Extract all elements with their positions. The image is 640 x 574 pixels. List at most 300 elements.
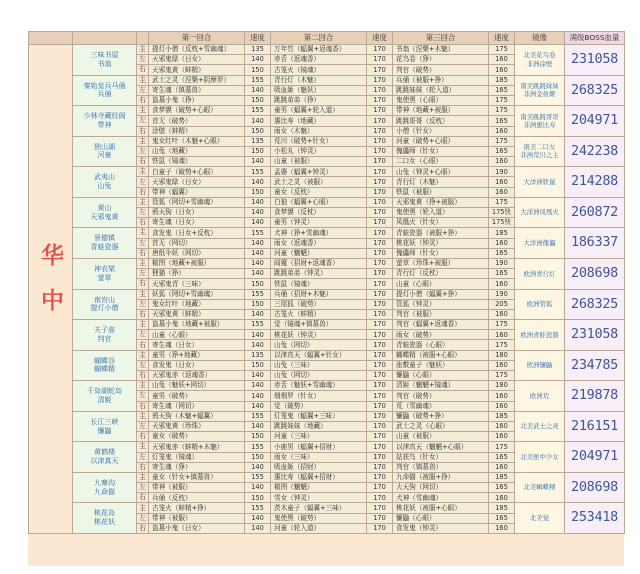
mirror-cell: 北美蝎蝶精 xyxy=(515,472,565,503)
round2-cell: 以津真天（蝠翼+针女） xyxy=(271,350,367,360)
round1-cell: 寄生魂（镇墓兽） xyxy=(149,85,245,95)
round1-cell: 提灯小僧（反枕+雪幽魂） xyxy=(149,45,245,55)
speed1-cell: 140 xyxy=(245,513,271,523)
header-mirror: 镜像 xyxy=(515,32,565,45)
round3-cell: 犬神（雪幽魂） xyxy=(393,493,489,503)
boss-hp-cell: 216151 xyxy=(565,411,625,442)
round2-cell: 觉（镜魂+镇墓兽） xyxy=(271,320,367,330)
round3-cell: 傀儡师（针女） xyxy=(393,248,489,258)
round3-cell: 镰鼬（心眼） xyxy=(393,371,489,381)
position-cell: 右 xyxy=(137,126,149,136)
speed3-cell: 185 xyxy=(489,228,515,238)
mirror-cell: 大洋洲傀儡 xyxy=(515,228,565,259)
speed2-cell: 170 xyxy=(367,116,393,126)
speed3-cell: 165 xyxy=(489,269,515,279)
round2-cell: 古笼火（镜魂） xyxy=(271,65,367,75)
speed1-cell: 140 xyxy=(245,85,271,95)
speed1-cell: 150 xyxy=(245,146,271,156)
speed2-cell: 170 xyxy=(367,208,393,218)
speed3-cell: 160 xyxy=(489,279,515,289)
speed1-cell: 140 xyxy=(245,208,271,218)
speed1-cell: 150 xyxy=(245,95,271,105)
round3-cell: 萤草（珍珠+被服） xyxy=(393,258,489,268)
speed3-cell: 175 xyxy=(489,371,515,381)
round1-cell: 童女（破势） xyxy=(149,432,245,442)
speed3-cell: 165 xyxy=(489,483,515,493)
speed1-cell: 140 xyxy=(245,391,271,401)
position-cell: 右 xyxy=(137,432,149,442)
position-cell: 左 xyxy=(137,421,149,431)
speed3-cell: 175 xyxy=(489,197,515,207)
round1-cell: 灯笼鬼（镜魂） xyxy=(149,452,245,462)
speed3-cell: 160 xyxy=(489,493,515,503)
position-cell: 右 xyxy=(137,371,149,381)
position-cell: 主 xyxy=(137,350,149,360)
round2-cell: 灯笼鬼（蝠翼+三味） xyxy=(271,411,367,421)
speed2-cell: 170 xyxy=(367,462,393,472)
position-cell: 主 xyxy=(137,320,149,330)
speed2-cell: 170 xyxy=(367,452,393,462)
speed1-cell: 150 xyxy=(245,360,271,370)
table-row xyxy=(29,136,625,146)
round3-cell: 姑获鸟（针女） xyxy=(393,452,489,462)
speed3-cell: 160 xyxy=(489,187,515,197)
mirror-cell: 欧洲青行灯 xyxy=(515,258,565,289)
round1-cell: 鬼女红叶（木魅+心眼） xyxy=(149,136,245,146)
round3-cell: 判官（破势） xyxy=(393,65,489,75)
location-cell: 少林寺藏经阁 带神 xyxy=(73,106,137,137)
round1-cell: 食梦貘（破势+心眼） xyxy=(149,106,245,116)
position-cell: 右 xyxy=(137,248,149,258)
round1-cell: 带神（被服） xyxy=(149,483,245,493)
round1-cell: 食发鬼（日女+反枕） xyxy=(149,228,245,238)
round2-cell: 山童（被服） xyxy=(271,157,367,167)
speed2-cell: 170 xyxy=(367,45,393,55)
speed3-cell: 160 xyxy=(489,523,515,533)
round2-cell: 赤舌（返魂香） xyxy=(271,55,367,65)
speed2-cell: 170 xyxy=(367,269,393,279)
round2-cell: 青行灯（木魅） xyxy=(271,75,367,85)
round1-cell: 山童（心眼） xyxy=(149,330,245,340)
speed2-cell: 170 xyxy=(367,95,393,105)
mirror-cell: 欧洲青蛙瓷器 xyxy=(515,320,565,351)
speed2-cell: 170 xyxy=(367,248,393,258)
round2-cell: 童男（蝠翼+轮入道） xyxy=(271,106,367,116)
position-cell: 左 xyxy=(137,116,149,126)
round3-cell: 镰鼬（破势+狰） xyxy=(393,411,489,421)
speed3-cell: 175 xyxy=(489,95,515,105)
position-cell: 主 xyxy=(137,45,149,55)
round2-cell: 惠比寿（蝠翼+招财） xyxy=(271,472,367,482)
table-row xyxy=(29,106,625,116)
speed3-cell: 190 xyxy=(489,258,515,268)
round1-cell: 首无（网切） xyxy=(149,238,245,248)
round1-cell: 童男（破势） xyxy=(149,391,245,401)
speed3-cell: 175 xyxy=(489,340,515,350)
location-cell: 桃花岛 桃花妖 xyxy=(73,503,137,534)
round2-cell: 跳跳妹妹（地藏） xyxy=(271,421,367,431)
mirror-cell: 大洋洲铁鼠 xyxy=(515,167,565,198)
round3-cell: 跳跳妹妹（轮入道） xyxy=(393,85,489,95)
speed1-cell: 140 xyxy=(245,462,271,472)
table-row xyxy=(29,472,625,482)
region-label: 华中 xyxy=(37,243,64,334)
round2-cell: 雨女（木魅） xyxy=(271,126,367,136)
position-cell: 主 xyxy=(137,228,149,238)
round3-cell: 凤凰火（针女） xyxy=(393,218,489,228)
speed2-cell: 170 xyxy=(367,218,393,228)
mirror-cell: 南美跳跳哥哥 非洲惠比寿 xyxy=(515,106,565,137)
position-cell: 主 xyxy=(137,75,149,85)
mirror-cell: 南美二口女 非洲荒川之主 xyxy=(515,136,565,167)
mirror-cell: 北美觉 xyxy=(515,503,565,534)
speed1-cell: 140 xyxy=(245,483,271,493)
round3-cell: 青行灯（木魅） xyxy=(393,177,489,187)
round3-cell: 判官（蝠翼+返魂香） xyxy=(393,320,489,330)
header-speed3: 速度 xyxy=(489,32,515,45)
speed2-cell: 170 xyxy=(367,320,393,330)
speed1-cell: 140 xyxy=(245,401,271,411)
round1-cell: 天邪鬼赤（蚌精+木魅） xyxy=(149,442,245,452)
round1-cell: 首无（破势） xyxy=(149,116,245,126)
round2-cell: 跳跳弟弟（狰） xyxy=(271,95,367,105)
round3-cell: 铁鼠（被服） xyxy=(393,187,489,197)
mirror-cell: 大洋洲凤凰火 xyxy=(515,197,565,228)
speed1-cell: 155 xyxy=(245,472,271,482)
round2-cell: 觉（破势） xyxy=(271,401,367,411)
round1-cell: 管狐（网切+雪幽魂） xyxy=(149,197,245,207)
table-row xyxy=(29,503,625,513)
speed2-cell: 170 xyxy=(367,228,393,238)
round1-cell: 童女（针女+镇墓兽） xyxy=(149,472,245,482)
speed2-cell: 170 xyxy=(367,513,393,523)
speed1-cell: 140 xyxy=(245,523,271,533)
round3-cell: 桃花妖（被服+心眼） xyxy=(393,503,489,513)
speed1-cell: 140 xyxy=(245,309,271,319)
round3-cell: 荒（雪幽魂） xyxy=(393,401,489,411)
round3-cell: 山童（心眼） xyxy=(393,279,489,289)
round2-cell: 山兔（三味） xyxy=(271,360,367,370)
speed3-cell: 180 xyxy=(489,350,515,360)
speed2-cell: 170 xyxy=(367,75,393,85)
speed2-cell: 170 xyxy=(367,238,393,248)
round1-cell: 武士之灵（涅槃+阴摩罗） xyxy=(149,75,245,85)
table-row xyxy=(29,228,625,238)
location-cell: 南宫山 提灯小僧 xyxy=(73,289,137,320)
speed1-cell: 140 xyxy=(245,157,271,167)
round1-cell: 天邪鬼黄（蚌精） xyxy=(149,309,245,319)
round3-cell: 座敷童子（魅妖） xyxy=(393,360,489,370)
position-cell: 左 xyxy=(137,238,149,248)
round2-cell: 雨女（三味） xyxy=(271,452,367,462)
speed3-cell: 185 xyxy=(489,472,515,482)
speed2-cell: 170 xyxy=(367,401,393,411)
round3-cell: 鬼使黑（心眼） xyxy=(393,95,489,105)
position-cell: 左 xyxy=(137,330,149,340)
round2-cell: 桃花妖（钟灵） xyxy=(271,330,367,340)
location-cell: 黄山 天邪鬼黄 xyxy=(73,197,137,228)
speed1-cell: 150 xyxy=(245,299,271,309)
round2-cell: 河童（三味） xyxy=(271,432,367,442)
header-round3: 第三回合 xyxy=(393,32,489,45)
round2-cell: 雨女（返魂香） xyxy=(271,238,367,248)
speed3-cell: 160 xyxy=(489,65,515,75)
round1-cell: 天邪鬼绿（日女） xyxy=(149,177,245,187)
round1-cell: 食发鬼（日女） xyxy=(149,360,245,370)
position-cell: 左 xyxy=(137,177,149,187)
round2-cell: 吸血姬（魅妖） xyxy=(271,85,367,95)
speed1-cell: 140 xyxy=(245,55,271,65)
speed2-cell: 170 xyxy=(367,350,393,360)
round1-cell: 天邪鬼黄（珍珠） xyxy=(149,421,245,431)
boss-hp-cell: 234785 xyxy=(565,350,625,381)
speed2-cell: 170 xyxy=(367,157,393,167)
position-cell: 主 xyxy=(137,289,149,299)
speed2-cell: 170 xyxy=(367,493,393,503)
speed1-cell: 155 xyxy=(245,320,271,330)
speed3-cell: 165 xyxy=(489,116,515,126)
speed2-cell: 170 xyxy=(367,197,393,207)
speed1-cell: 140 xyxy=(245,197,271,207)
speed3-cell: 175 xyxy=(489,45,515,55)
speed1-cell: 155 xyxy=(245,75,271,85)
speed2-cell: 170 xyxy=(367,432,393,442)
location-cell: 景德镇 青蛙瓷器 xyxy=(73,228,137,259)
round1-cell: 带神（被服） xyxy=(149,513,245,523)
speed3-cell: 190 xyxy=(489,167,515,177)
speed3-cell: 185 xyxy=(489,411,515,421)
round3-cell: 判官（被服） xyxy=(393,309,489,319)
boss-hp-cell: 268325 xyxy=(565,289,625,320)
speed3-cell: 185 xyxy=(489,75,515,85)
round3-cell: 二口女（心眼） xyxy=(393,157,489,167)
location-cell: 独山湖 河童 xyxy=(73,136,137,167)
speed3-cell: 175快 xyxy=(489,208,515,218)
round3-cell: 食发鬼（钟灵） xyxy=(393,523,489,533)
round3-cell: 雨女（破势） xyxy=(393,330,489,340)
position-cell: 左 xyxy=(137,360,149,370)
speed3-cell: 160 xyxy=(489,238,515,248)
speed3-cell: 160 xyxy=(489,421,515,431)
location-cell: 长江三峡 镰鼬 xyxy=(73,411,137,442)
boss-hp-cell: 219878 xyxy=(565,381,625,412)
position-cell: 左 xyxy=(137,55,149,65)
boss-hp-cell: 186337 xyxy=(565,228,625,259)
speed3-cell: 175 xyxy=(489,136,515,146)
round1-cell: 寄生魂（网切） xyxy=(149,401,245,411)
header-round2: 第二回合 xyxy=(271,32,367,45)
speed3-cell: 175快 xyxy=(489,218,515,228)
speed2-cell: 170 xyxy=(367,360,393,370)
boss-hp-cell: 268325 xyxy=(565,75,625,106)
round3-cell: 清姬（魍魉+镜魂） xyxy=(393,381,489,391)
round1-cell: 带神（蝠翼） xyxy=(149,187,245,197)
speed2-cell: 170 xyxy=(367,258,393,268)
round2-cell: 山兔（网切） xyxy=(271,340,367,350)
header-boss-hp: 满级BOSS血量 xyxy=(565,32,625,45)
speed2-cell: 170 xyxy=(367,126,393,136)
speed2-cell: 170 xyxy=(367,309,393,319)
position-cell: 主 xyxy=(137,503,149,513)
round3-cell: 青蛙瓷器（心眼） xyxy=(393,340,489,350)
header-speed2: 速度 xyxy=(367,32,393,45)
round3-cell: 九命猫（被服+狰） xyxy=(393,472,489,482)
round2-cell: 河童（轮入道） xyxy=(271,523,367,533)
header-pos xyxy=(137,32,149,45)
round3-cell: 小僧（针女） xyxy=(393,126,489,136)
boss-hp-cell: 204971 xyxy=(565,442,625,473)
round2-cell: 白狼（蝠翼+心眼） xyxy=(271,197,367,207)
position-cell: 右 xyxy=(137,309,149,319)
speed3-cell: 160 xyxy=(489,177,515,187)
round3-cell: 大天狗（网切） xyxy=(393,483,489,493)
speed2-cell: 170 xyxy=(367,371,393,381)
speed2-cell: 170 xyxy=(367,299,393,309)
table-row xyxy=(29,320,625,330)
speed3-cell: 160 xyxy=(489,462,515,472)
location-cell: 夫子庙 判官 xyxy=(73,320,137,351)
round2-cell: 小松丸（钟灵） xyxy=(271,146,367,156)
round3-cell: 鬼使黑（轮入道） xyxy=(393,208,489,218)
round2-cell: 阎魔（招财+返魂香） xyxy=(271,258,367,268)
position-cell: 右 xyxy=(137,65,149,75)
boss-hp-cell: 204971 xyxy=(565,106,625,137)
speed1-cell: 140 xyxy=(245,421,271,431)
round1-cell: 盗墓小鬼（狰） xyxy=(149,95,245,105)
round3-cell: 管狐（钟灵） xyxy=(393,299,489,309)
round3-cell: 山兔（钟灵+心眼） xyxy=(393,167,489,177)
speed1-cell: 155 xyxy=(245,411,271,421)
mirror-cell: 北美武士之灵 xyxy=(515,411,565,442)
round1-cell: 古笼火（蚌精+狰） xyxy=(149,503,245,513)
speed3-cell: 160 xyxy=(489,55,515,65)
round3-cell: 山童（被服） xyxy=(393,432,489,442)
mirror-cell: 欧洲镰鼬 xyxy=(515,350,565,381)
speed2-cell: 170 xyxy=(367,381,393,391)
position-cell: 右 xyxy=(137,95,149,105)
speed1-cell: 140 xyxy=(245,330,271,340)
round3-cell: 蝴蝶精（被服+心眼） xyxy=(393,350,489,360)
round2-cell: 赤舌（魅妖+雪幽魂） xyxy=(271,381,367,391)
round1-cell: 涂壁（蚌精） xyxy=(149,126,245,136)
position-cell: 主 xyxy=(137,381,149,391)
speed1-cell: 140 xyxy=(245,248,271,258)
position-cell: 右 xyxy=(137,523,149,533)
position-cell: 主 xyxy=(137,106,149,116)
table-row xyxy=(29,258,625,268)
speed2-cell: 170 xyxy=(367,136,393,146)
table-row xyxy=(29,167,625,177)
boss-hp-cell: 242238 xyxy=(565,136,625,167)
table-row xyxy=(29,381,625,391)
round2-cell: 三尾狐（破势） xyxy=(271,299,367,309)
speed3-cell: 160 xyxy=(489,401,515,411)
speed2-cell: 170 xyxy=(367,391,393,401)
speed2-cell: 170 xyxy=(367,65,393,75)
position-cell: 主 xyxy=(137,197,149,207)
speed2-cell: 170 xyxy=(367,177,393,187)
position-cell: 左 xyxy=(137,513,149,523)
speed3-cell: 160 xyxy=(489,309,515,319)
speed1-cell: 140 xyxy=(245,238,271,248)
boss-hp-cell: 260872 xyxy=(565,197,625,228)
round3-cell: 跳跳哥哥（反枕） xyxy=(393,116,489,126)
speed1-cell: 155 xyxy=(245,289,271,299)
speed3-cell: 165 xyxy=(489,146,515,156)
speed2-cell: 170 xyxy=(367,503,393,513)
boss-hp-table xyxy=(28,31,625,534)
speed2-cell: 170 xyxy=(367,472,393,482)
header-speed1: 速度 xyxy=(245,32,271,45)
speed3-cell: 160 xyxy=(489,391,515,401)
location-cell: 秦始皇兵马俑 兵俑 xyxy=(73,75,137,106)
round2-cell: 古笼火（蚌精） xyxy=(271,309,367,319)
round1-cell: 椒图（地藏+被服） xyxy=(149,258,245,268)
round1-cell: 寄生魂（日女） xyxy=(149,340,245,350)
round1-cell: 天邪鬼绿（日女） xyxy=(149,55,245,65)
location-cell: 蝴蝶谷 蝴蝶精 xyxy=(73,350,137,381)
round1-cell: 兵俑（反枕） xyxy=(149,493,245,503)
position-cell: 右 xyxy=(137,187,149,197)
position-cell: 右 xyxy=(137,493,149,503)
round2-cell: 烟烟罗（针女） xyxy=(271,391,367,401)
location-cell: 三味书屋 书翁 xyxy=(73,45,137,76)
speed3-cell: 160 xyxy=(489,432,515,442)
round2-cell: 鬼使黑（破势） xyxy=(271,513,367,523)
speed1-cell: 155 xyxy=(245,228,271,238)
round1-cell: 山兔（魅妖+网切） xyxy=(149,381,245,391)
speed1-cell: 135 xyxy=(245,45,271,55)
round1-cell: 唐纸伞妖（网切） xyxy=(149,248,245,258)
position-cell: 右 xyxy=(137,401,149,411)
round3-cell: 判官（镇墓兽） xyxy=(393,462,489,472)
speed2-cell: 170 xyxy=(367,421,393,431)
round2-cell: 童男（钟灵） xyxy=(271,218,367,228)
speed1-cell: 140 xyxy=(245,258,271,268)
speed2-cell: 170 xyxy=(367,442,393,452)
speed1-cell: 150 xyxy=(245,493,271,503)
position-cell: 左 xyxy=(137,269,149,279)
round1-cell: 天邪鬼青（三味） xyxy=(149,279,245,289)
header-row xyxy=(29,32,625,45)
position-cell: 左 xyxy=(137,452,149,462)
speed3-cell: 165 xyxy=(489,513,515,523)
table-row xyxy=(29,45,625,55)
table-row xyxy=(29,75,625,85)
speed3-cell: 165 xyxy=(489,248,515,258)
round2-cell: 犬神（狰+雪幽魂） xyxy=(271,228,367,238)
mirror-cell: 南美跳跳妹妹 非洲金鱼姬 xyxy=(515,75,565,106)
header-blank xyxy=(29,32,73,45)
speed3-cell: 160 xyxy=(489,330,515,340)
boss-hp-cell: 208698 xyxy=(565,258,625,289)
table-row xyxy=(29,289,625,299)
position-cell: 主 xyxy=(137,167,149,177)
speed2-cell: 170 xyxy=(367,523,393,533)
table-row xyxy=(29,411,625,421)
position-cell: 主 xyxy=(137,411,149,421)
boss-hp-cell: 231058 xyxy=(565,320,625,351)
round2-cell: 武士之灵（被服） xyxy=(271,177,367,187)
round2-cell: 铁鼠（镜魂） xyxy=(271,279,367,289)
speed1-cell: 140 xyxy=(245,116,271,126)
round3-cell: 书翁（涅槃+木魅） xyxy=(393,45,489,55)
boss-hp-cell: 253418 xyxy=(565,503,625,534)
table-row xyxy=(29,197,625,207)
speed1-cell: 140 xyxy=(245,340,271,350)
speed1-cell: 135 xyxy=(245,136,271,146)
round2-cell: 童女（反枕） xyxy=(271,187,367,197)
